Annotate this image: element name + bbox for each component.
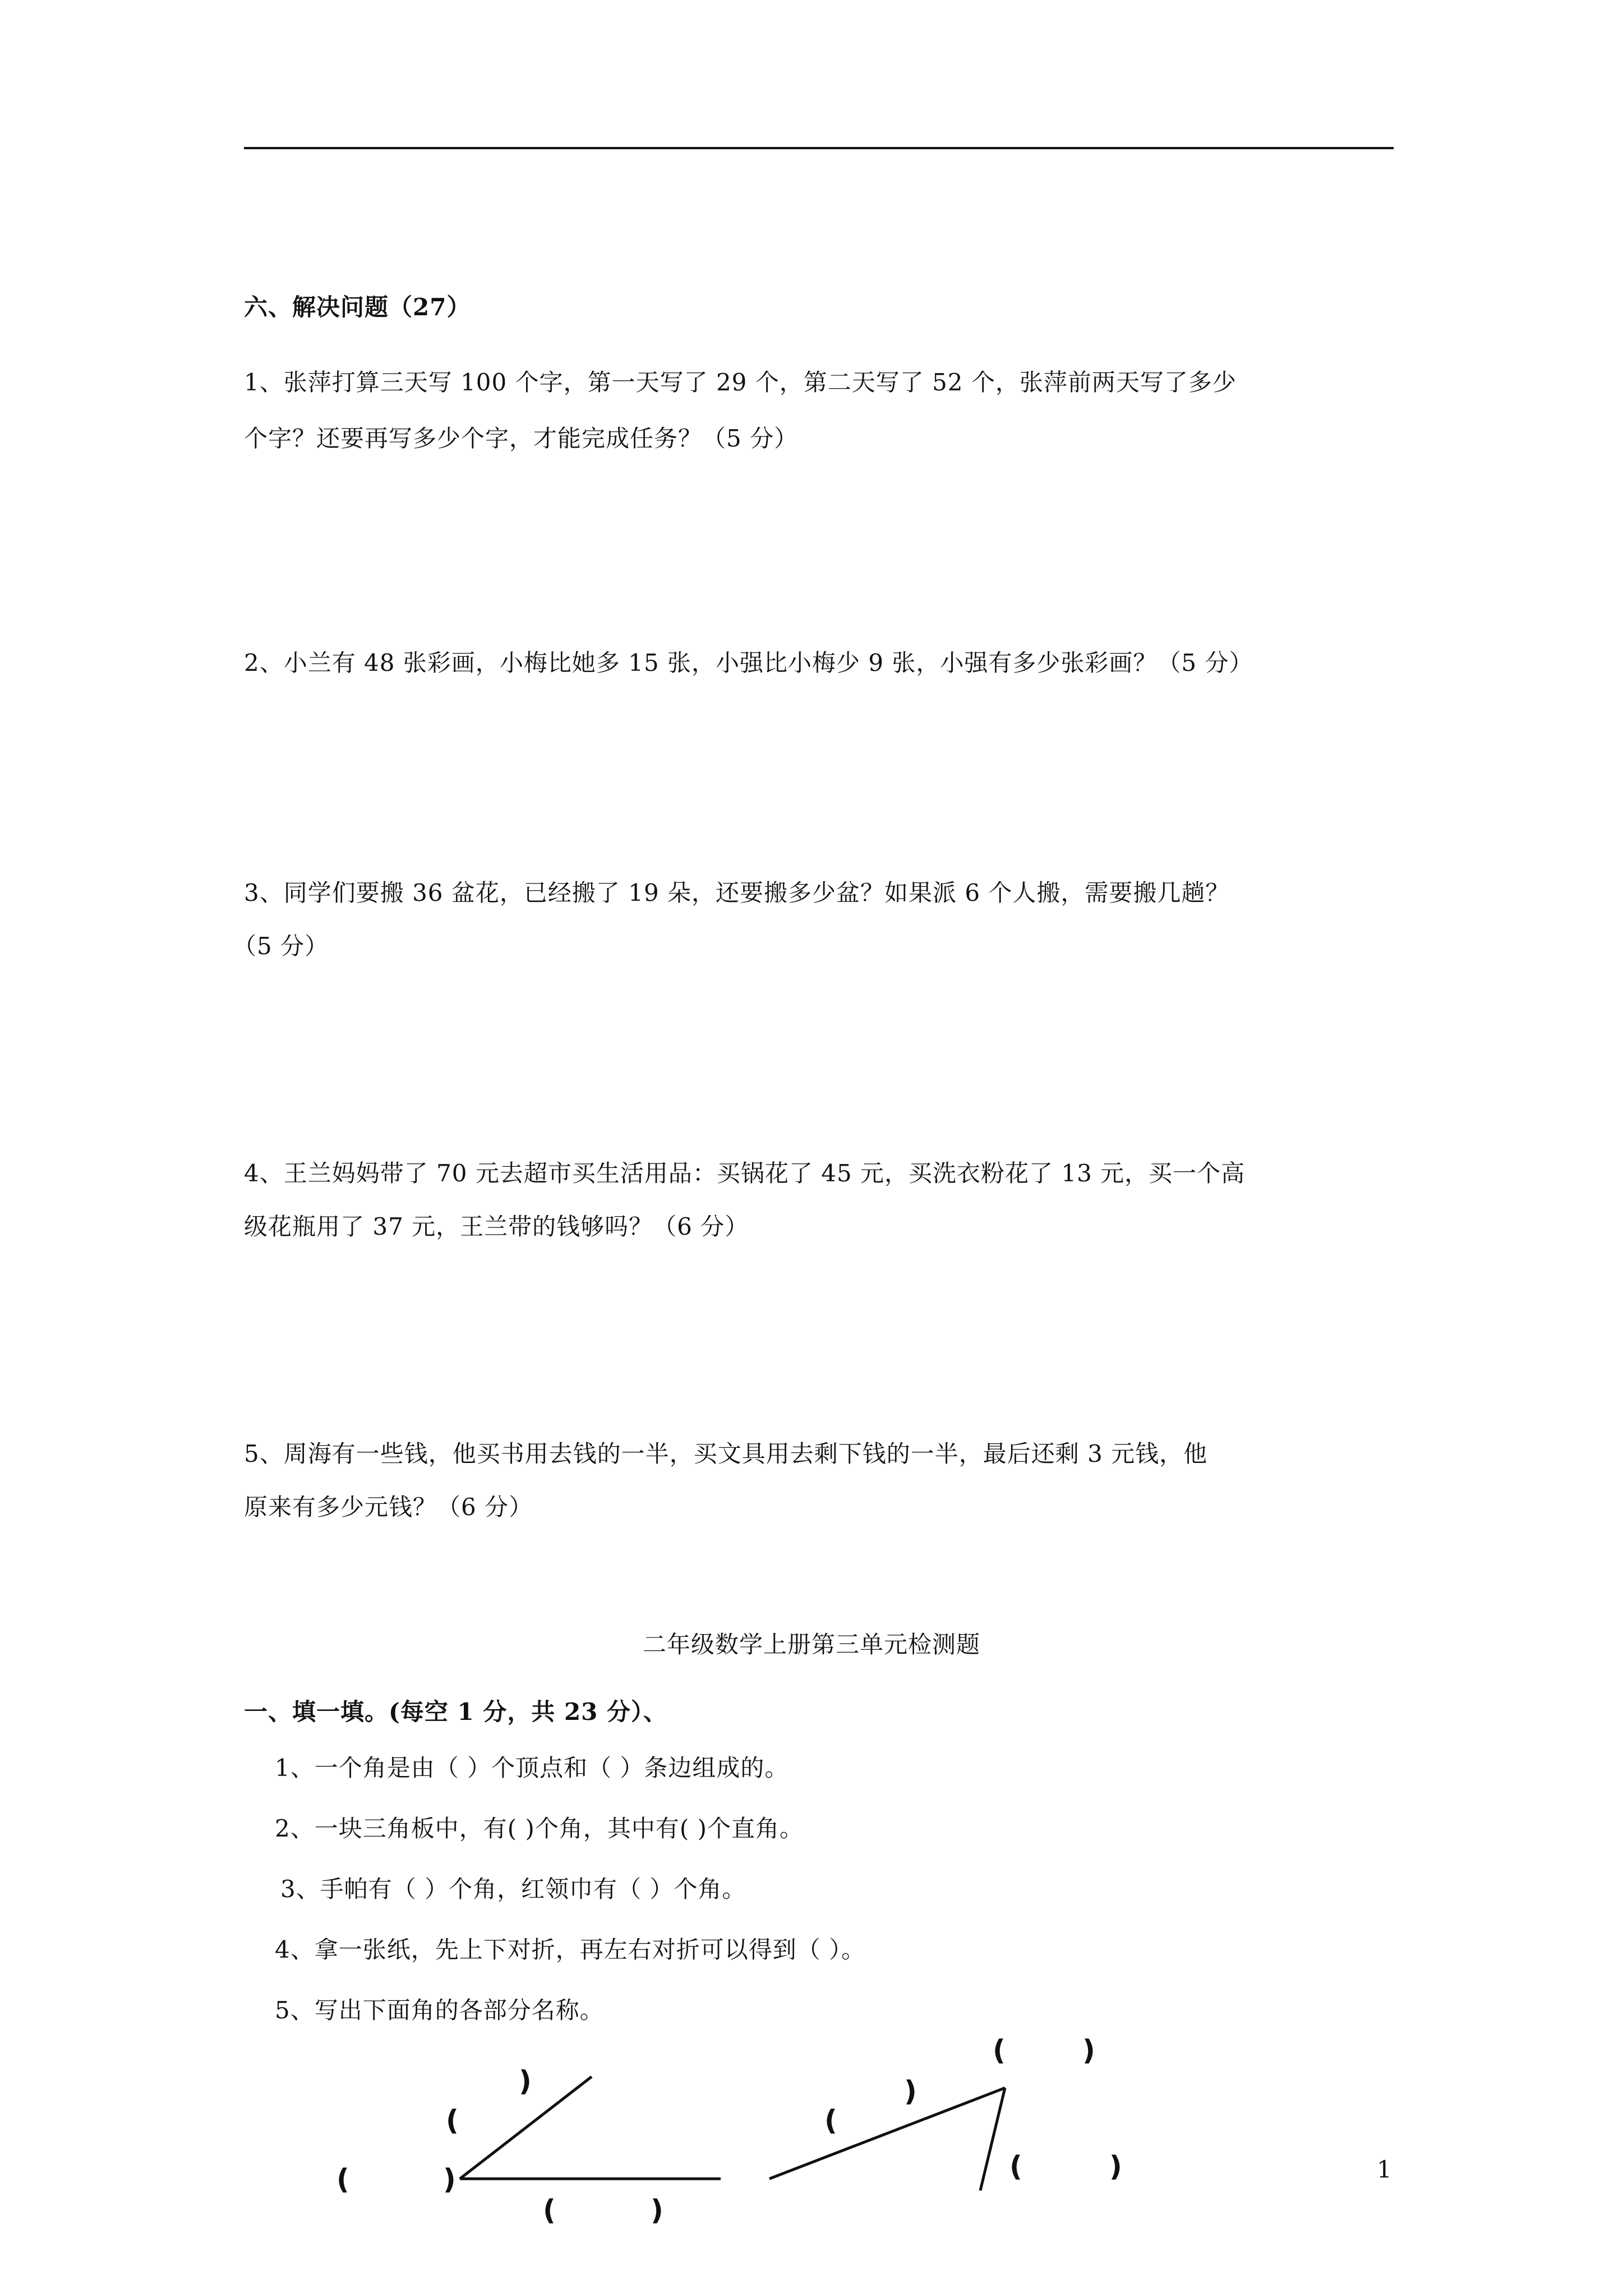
fill-item-2: 2、一块三角板中，有( )个角，其中有( )个直角。: [275, 1815, 804, 1842]
angle-diagram-2: [769, 2088, 1005, 2191]
question-1-line-1: 1、张萍打算三天写 100 个字，第一天写了 29 个，第二天写了 52 个，张萍前两天写了多少: [244, 369, 1237, 396]
fill-item-5: 5、写出下面角的各部分名称。: [275, 1996, 604, 2024]
angle-2-lower-side: [980, 2088, 1005, 2191]
angle-1-blank-vertex-close: ): [443, 2163, 456, 2196]
unit-3-section-1-heading: 一、填一填。(每空 1 分，共 23 分）、: [244, 1698, 668, 1726]
question-3-line-1: 3、同学们要搬 36 盆花，已经搬了 19 朵，还要搬多少盆？如果派 6 个人搬，需要搬几趟？: [244, 879, 1230, 907]
angle-1-blank-side-close: ): [519, 2065, 532, 2097]
angle-diagram-1: [460, 2077, 721, 2179]
question-4-line-1: 4、王兰妈妈带了 70 元去超市买生活用品：买锅花了 45 元，买洗衣粉花了 13 元，买一个高: [244, 1159, 1246, 1187]
angle-2-blank-side-close: ): [904, 2075, 917, 2108]
angle-1-blank-vertex-open: (: [336, 2163, 349, 2196]
question-2-line-1: 2、小兰有 48 张彩画，小梅比她多 15 张，小强比小梅少 9 张，小强有多少张彩画？（5 分）: [244, 649, 1253, 677]
angle-1-blank-base-close: ): [651, 2194, 663, 2226]
question-5-line-2: 原来有多少元钱？（6 分）: [244, 1493, 533, 1521]
angle-2-blank-lower-open: (: [1009, 2150, 1022, 2183]
unit-3-title: 二年级数学上册第三单元检测题: [642, 1631, 980, 1658]
fill-item-4: 4、拿一张纸，先上下对折，再左右对折可以得到（ ）。: [275, 1936, 866, 1963]
fill-item-3: 3、手帕有（ ）个角，红领巾有（ ）个角。: [280, 1875, 746, 1903]
angle-2-blank-side-open: (: [824, 2104, 837, 2137]
question-5-line-1: 5、周海有一些钱，他买书用去钱的一半，买文具用去剩下钱的一半，最后还剩 3 元钱，他: [244, 1440, 1208, 1467]
angle-1-blank-base-open: (: [543, 2194, 556, 2226]
question-3-line-2: （5 分）: [233, 932, 329, 960]
page-number: 1: [1377, 2156, 1392, 2183]
angle-2-upper-side: [769, 2088, 1005, 2179]
question-4-line-2: 级花瓶用了 37 元，王兰带的钱够吗？（6 分）: [244, 1213, 749, 1240]
angle-2-blank-vertex-open: (: [993, 2034, 1006, 2067]
section-6-heading: 六、解决问题（27）: [244, 293, 471, 321]
fill-item-1: 1、一个角是由（ ）个顶点和（ ）条边组成的。: [275, 1754, 789, 1782]
angle-2-blank-lower-close: ): [1109, 2150, 1122, 2183]
angle-2-blank-vertex-close: ): [1082, 2034, 1095, 2067]
question-1-line-2: 个字？还要再写多少个字，才能完成任务？（5 分）: [244, 425, 799, 452]
angle-1-blank-angle-open: (: [446, 2104, 459, 2137]
